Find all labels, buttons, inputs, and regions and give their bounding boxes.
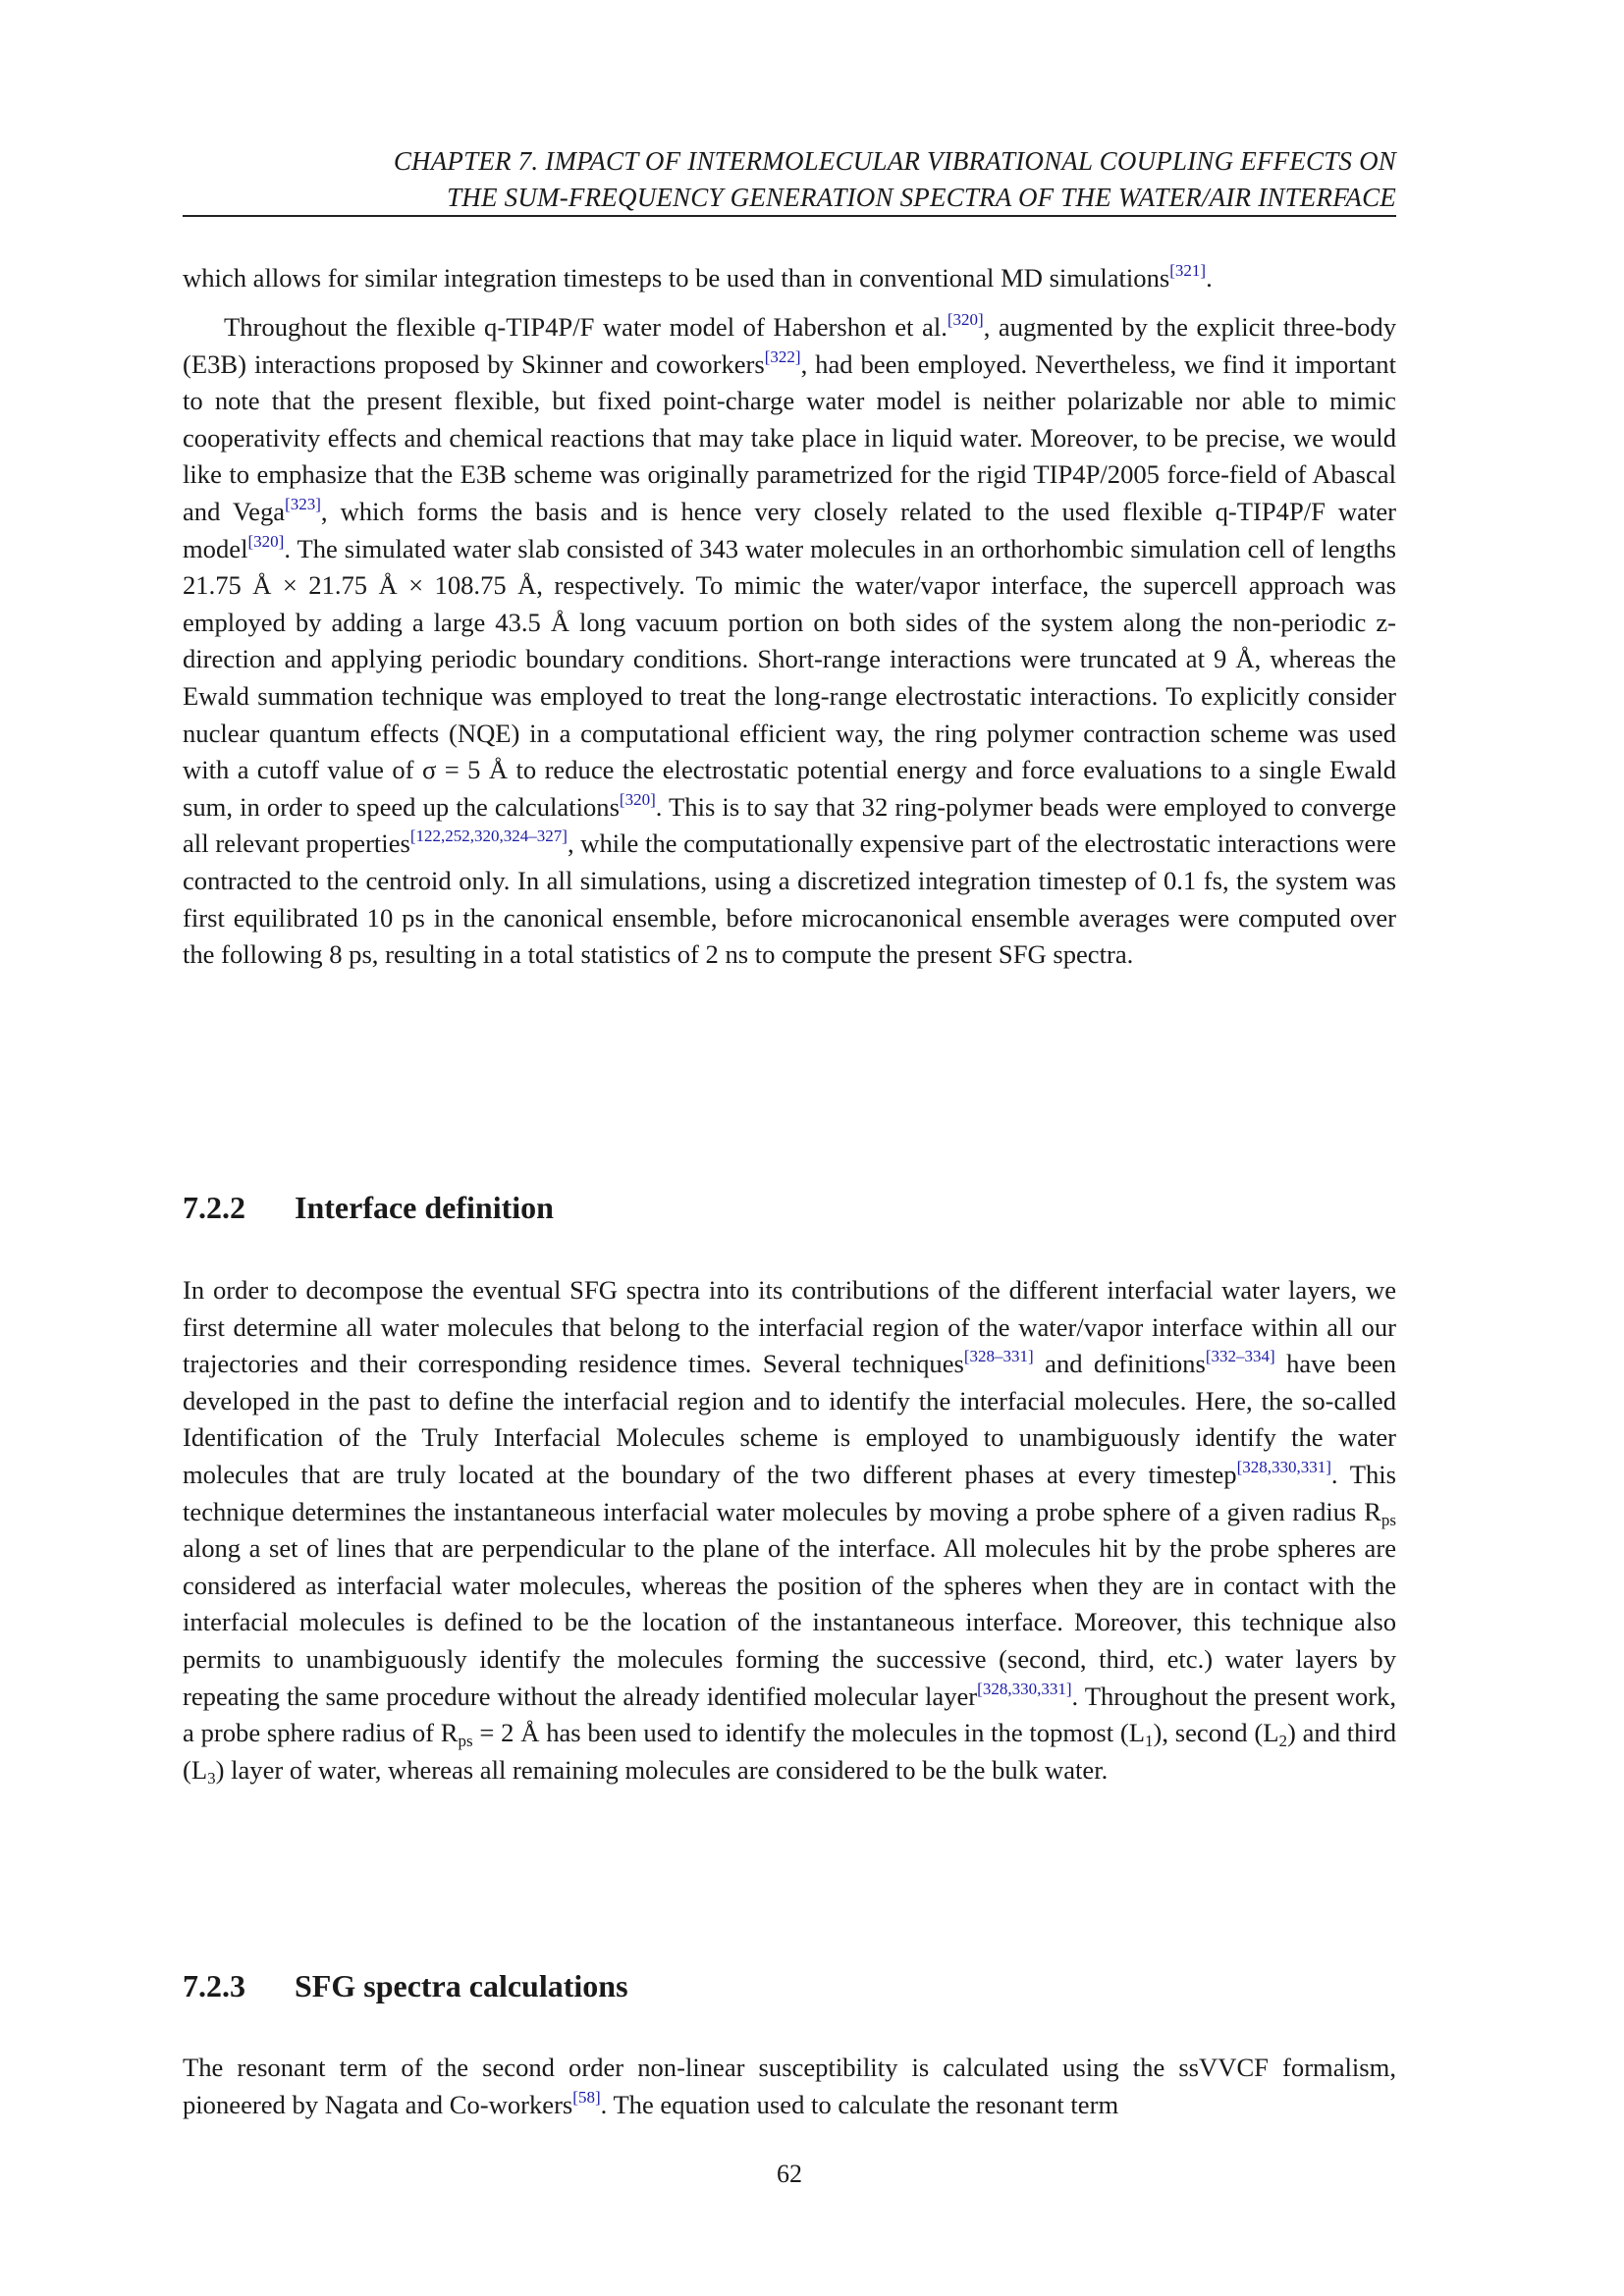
text: ), second (L: [1153, 1718, 1279, 1748]
text: . The simulated water slab consisted of 343 water molecules in an orthorhombic simulation cell of lengths 21.75 Å × 21.75 Å × 108.75 Å, respectively. To mimic the water/vapor interface, the supercell approach was employed by adding a large 43.5 Å long vacuum portion on both sides of the system along the non-periodic z-direction and applying periodic boundary conditions. Short-range interactions were truncated at 9 Å, whereas the Ewald summation technique was employed to treat the long-range electrostatic interactions. To explicitly consider nuclear quantum effects (NQE) in a computational efficient way, the ring polymer contraction scheme was used with a cutoff value of σ = 5 Å to reduce the electrostatic potential energy and force evaluations to a single Ewald sum, in order to speed up the calculations: [183, 533, 1396, 822]
citation[interactable]: [332–334]: [1205, 1347, 1275, 1366]
running-header-line-1: CHAPTER 7. IMPACT OF INTERMOLECULAR VIBRATIONAL COUPLING EFFECTS ON: [393, 146, 1396, 176]
continuation-paragraph: [183, 260, 1396, 297]
citation[interactable]: [328–331]: [963, 1347, 1034, 1366]
section-title: SFG spectra calculations: [295, 1968, 628, 2003]
text: .: [1206, 263, 1213, 293]
text: , which forms the basis and is hence very closely related to the used flexible q-TIP4P/F water model: [183, 496, 1396, 563]
running-header: [183, 143, 1396, 216]
subscript: 1: [1144, 1732, 1154, 1751]
citation[interactable]: [328,330,331]: [1236, 1457, 1331, 1476]
page-number: 62: [777, 2160, 802, 2188]
text: The resonant term of the second order non-linear susceptibility is calculated using the ssVVCF formalism, pioneered by Nagata and Co-workers: [183, 2053, 1396, 2119]
text: . This is to say that 32 ring-polymer beads were employed to converge all relevant properties: [183, 791, 1397, 859]
citation[interactable]: [321]: [1169, 261, 1207, 280]
text: . This technique determines the instantaneous interfacial water molecules by moving a probe sphere of a given radius R: [183, 1459, 1396, 1526]
subscript: ps: [458, 1732, 473, 1751]
subscript: ps: [1380, 1510, 1396, 1529]
text: Throughout the flexible q-TIP4P/F water model of Habershon et al.: [224, 312, 947, 342]
header-rule: [183, 215, 1396, 217]
citation[interactable]: [320]: [247, 531, 285, 551]
section-heading-interface-definition: [183, 1190, 554, 1226]
text: which allows for similar integration timesteps to be used than in conventional MD simulations: [183, 263, 1170, 293]
text: , while the computationally expensive part of the electrostatic interactions were contracted to the centroid only. In all simulations, using a discretized integration timestep of 0.1 fs, the system was first equilibrated 10 ps in the canonical ensemble, before microcanonical ensemble averages were computed over the following 8 ps, resulting in a total statistics of 2 ns to compute the present SFG spectra.: [183, 828, 1396, 970]
text: and definitions: [1033, 1349, 1206, 1379]
paragraph-interface: [183, 1272, 1396, 1789]
text: , had been employed. Nevertheless, we find it important to note that the present flexible, but fixed point-charge water model is neither polarizable nor able to mimic cooperativity effects and chemical reactions that may take place in liquid water. Moreover, to be precise, we would like to emphasize that the E3B scheme was originally parametrized for the rigid TIP4P/2005 force-field of Abascal and Vega: [183, 348, 1396, 526]
citation[interactable]: [122,252,320,324–327]: [409, 827, 568, 846]
citation[interactable]: [320]: [947, 310, 984, 329]
text: along a set of lines that are perpendicular to the plane of the interface. All molecules hit by the probe spheres are considered as interfacial water molecules, whereas the position of the spheres when they are in contact with the interfacial molecules is defined to be the location of the instantaneous interface. Moreover, this technique also permits to unambiguously identify the molecules forming the successive (second, third, etc.) water layers by repeating the same procedure without the already identified molecular layer: [183, 1533, 1396, 1711]
text: In order to decompose the eventual SFG spectra into its contributions of the different interfacial water layers, we first determine all water molecules that belong to the interfacial region of the water/vapor interface within all our trajectories and their corresponding residence times. Several techniques: [183, 1275, 1396, 1379]
citation[interactable]: [328,330,331]: [977, 1679, 1072, 1698]
text: . The equation used to calculate the resonant term: [600, 2089, 1119, 2119]
section-heading-sfg-spectra: [183, 1968, 628, 2004]
paragraph-methods: [183, 309, 1396, 974]
subscript: 2: [1278, 1732, 1287, 1751]
paragraph-sfg: [183, 2050, 1396, 2123]
text: have been developed in the past to define the interfacial region and to identify the interfacial molecules. Here, the so-called Identification of the Truly Interfacial Molecules scheme is employed to unambiguously identify the water molecules that are truly located at the boundary of the two different phases at every timestep: [183, 1349, 1396, 1489]
citation[interactable]: [58]: [572, 2087, 601, 2107]
text: ) and third (L: [183, 1718, 1397, 1785]
citation[interactable]: [323]: [285, 494, 321, 513]
citation[interactable]: [322]: [764, 347, 801, 366]
running-header-line-2: THE SUM-FREQUENCY GENERATION SPECTRA OF THE WATER/AIR INTERFACE: [447, 183, 1396, 212]
section-number: 7.2.2: [183, 1190, 245, 1225]
text: , augmented by the explicit three-body (E3B) interactions proposed by Skinner and coworkers: [183, 312, 1397, 379]
text: . Throughout the present work, a probe sphere radius of R: [183, 1681, 1397, 1748]
subscript: 3: [207, 1768, 216, 1788]
text: = 2 Å has been used to identify the molecules in the topmost (L: [472, 1718, 1145, 1748]
citation[interactable]: [320]: [619, 789, 656, 809]
section-title: Interface definition: [295, 1190, 554, 1225]
section-number: 7.2.3: [183, 1968, 245, 2003]
text: ) layer of water, whereas all remaining molecules are considered to be the bulk water.: [215, 1754, 1109, 1785]
